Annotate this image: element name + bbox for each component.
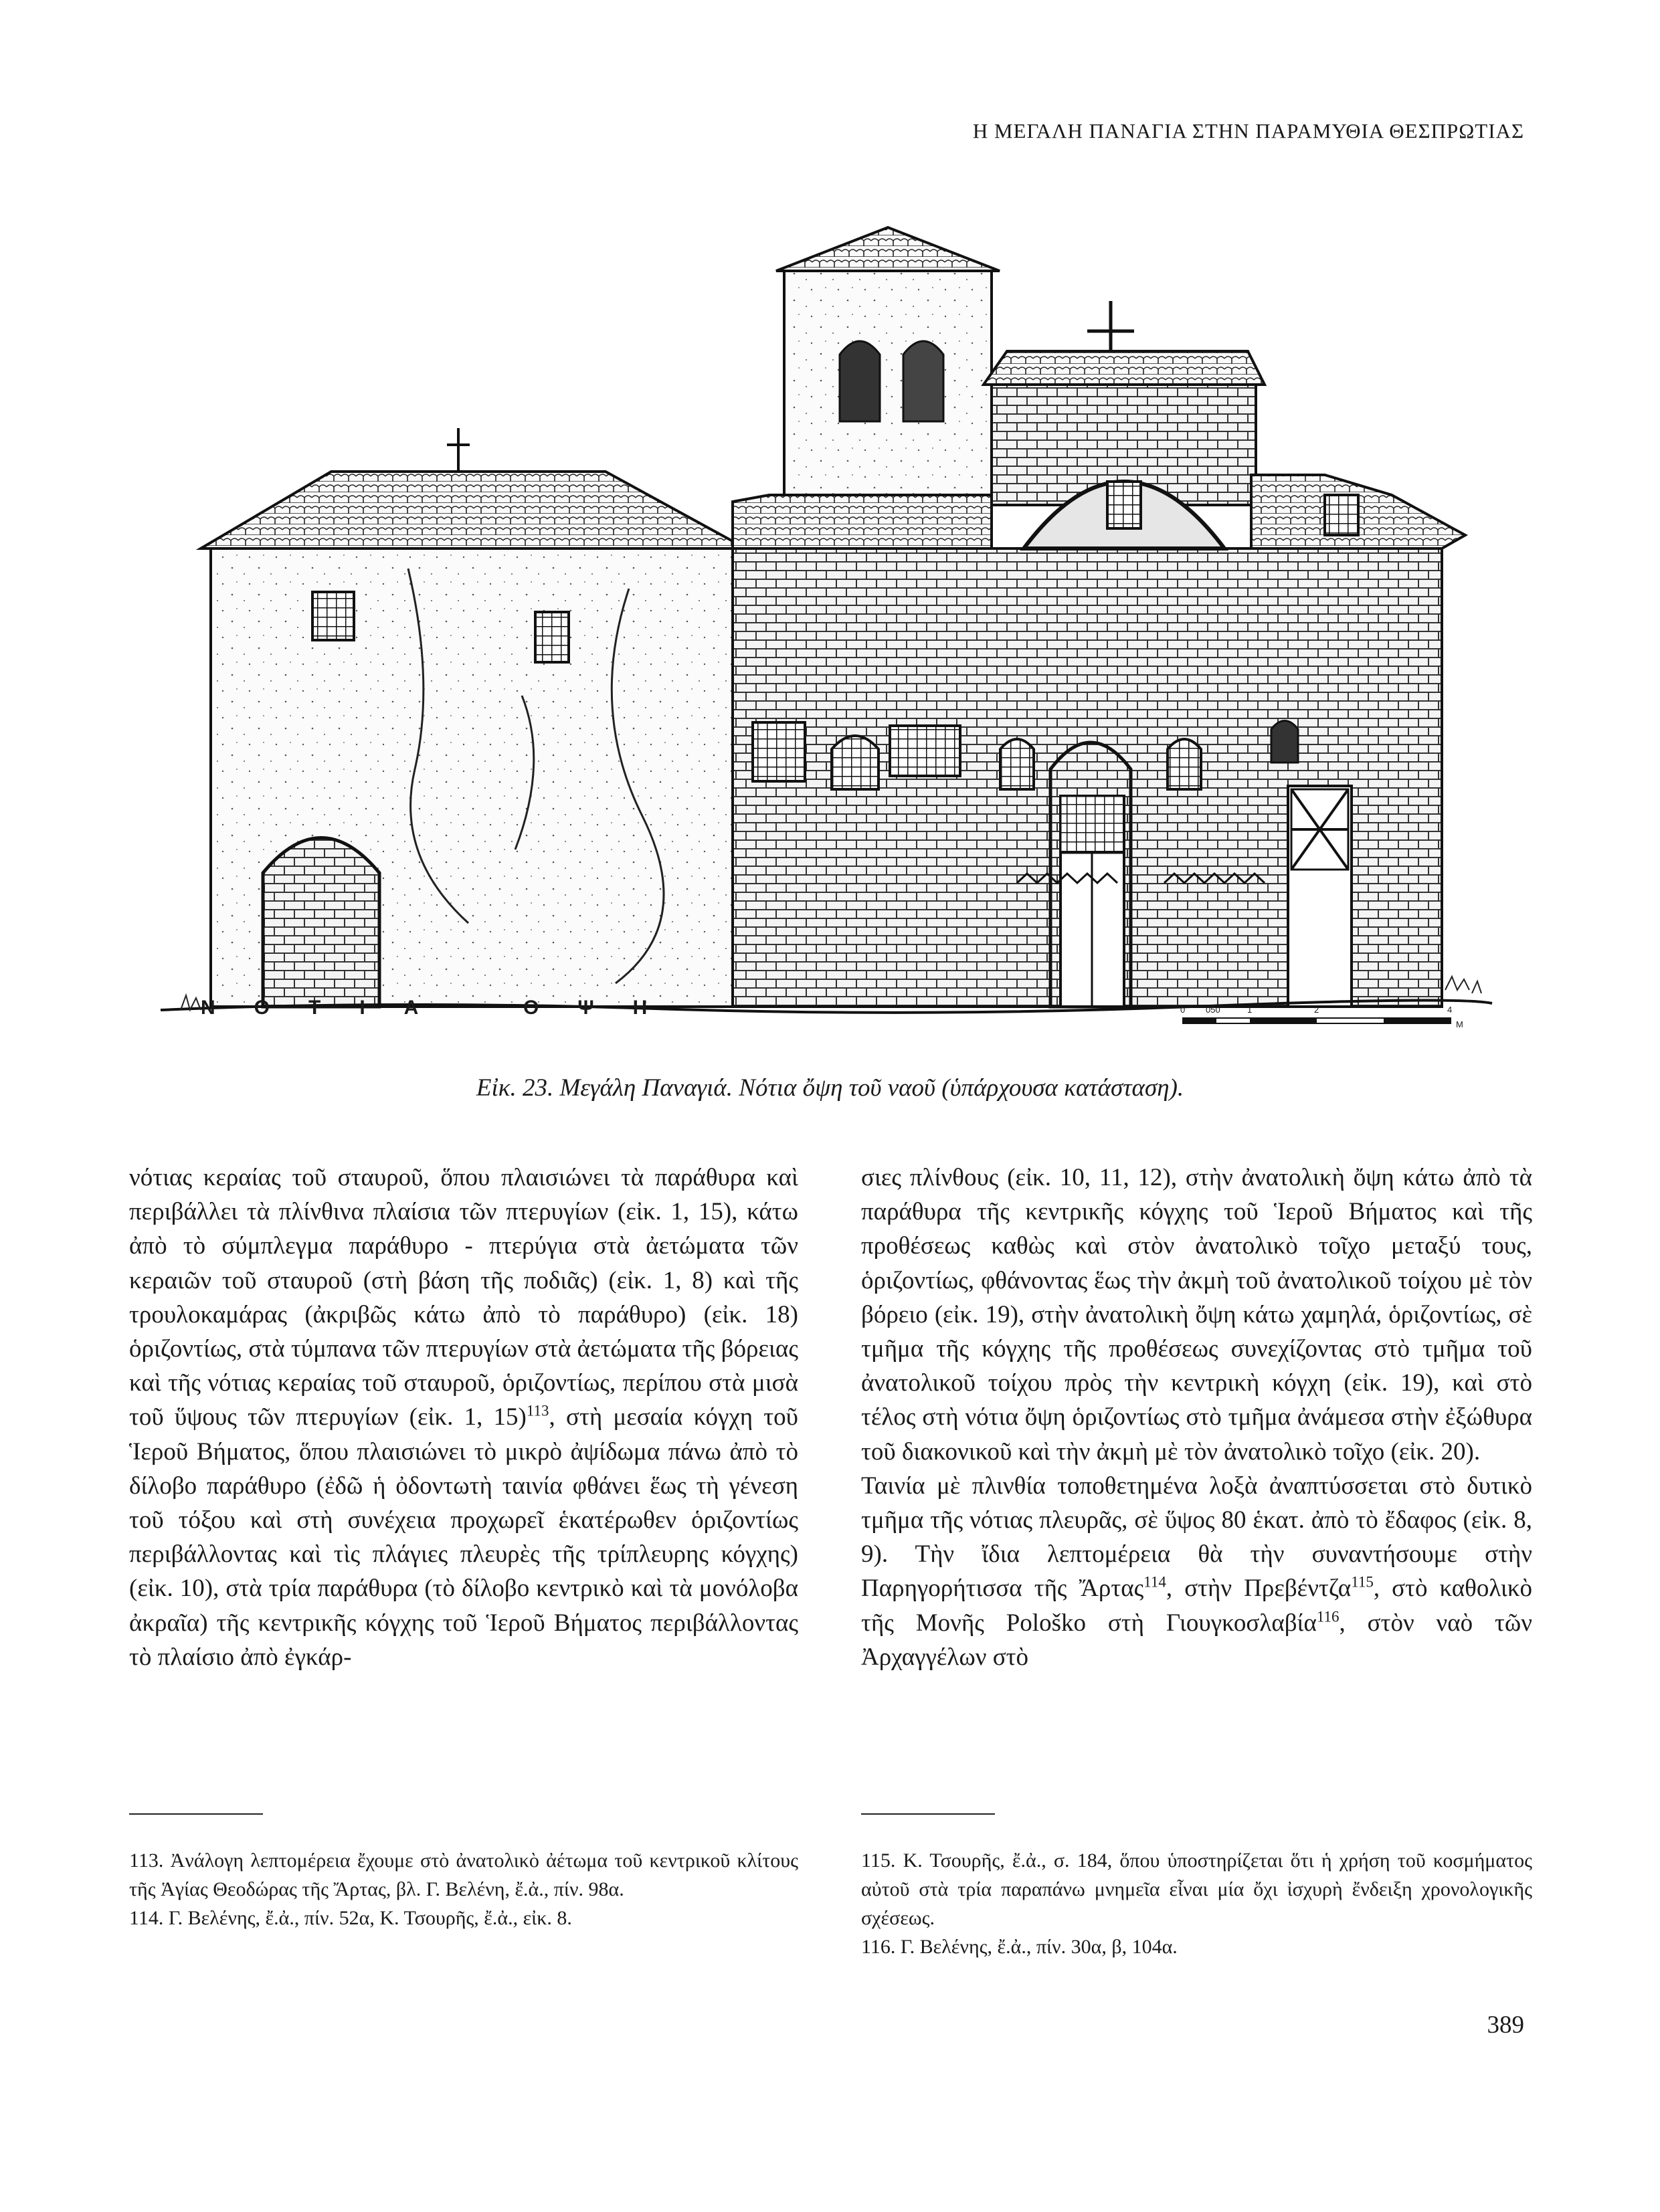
body-text: , στὴ μεσαία κόγχη τοῦ Ἱεροῦ Βήματος, ὅπου πλαισιώνει τὸ μικρὸ ἀψίδωμα πάνω ἀπὸ τὸ δίλοβο παράθυρο (ἐδῶ ἡ ὀδοντωτὴ ταινία φθάνει ἕως τὴ γένεση τοῦ τόξου καὶ στὴ συνέχεια προχωρεῖ ἑκατέρωθεν ὁριζοντίως περιβάλλοντας καὶ τὶς πλάγιες πλευρὲς τῆς τρίπλευρης κόγχης) (εἰκ. 10), στὰ τρία παράθυρα (τὸ δίλοβο κεντρικὸ καὶ τὰ μονόλοβα ἀκραῖα) τῆς κεντρικῆς κόγχης τοῦ Ἱεροῦ Βήματος περιβάλλοντας τὸ πλαίσιο ἀπὸ ἐγκάρ- xyxy=(129,1403,798,1671)
body-text: , στὸν ναὸ τῶν Ἀρχαγγέλων στὸ xyxy=(861,1609,1532,1671)
window-5 xyxy=(1168,739,1201,789)
body-text: , στὴν Πρεβέντζα xyxy=(1166,1575,1352,1603)
scale-tick-2: 2 xyxy=(1314,1005,1319,1015)
scale-tick-0: 0 xyxy=(1180,1005,1186,1015)
west-annex-arch-door xyxy=(263,838,379,1007)
body-paragraph: σιες πλίνθους (εἰκ. 10, 11, 12), στὴν ἀνατολικὴ ὄψη κάτω ἀπὸ τὰ παράθυρα τῆς κεντρικῆς κόγχης τοῦ Ἱεροῦ Βήματος καὶ τῆς προθέσεως καθὼς καὶ στὸν ἀνατολικὸ τοῖχο μεταξύ τους, ὁριζοντίως, φθάνοντας ἕως τὴν ἀκμὴ τοῦ ἀνατολικοῦ τοίχου μὲ τὸν βόρειο (εἰκ. 19), στὴν ἀνατολικὴ ὄψη κάτω χαμηλά, ὁριζοντίως, σὲ τμῆμα τῆς κόγχης τῆς προθέσεως συνεχίζοντας στὸ τμῆμα τοῦ ἀνατολικοῦ τοίχου πρὸς τὴν κεντρικὴ κόγχη (εἰκ. 19), καὶ στὸ τέλος στὴ νότια ὄψη ὁριζοντίως στὸ τμῆμα ἀνάμεσα στὴν ἐξώθυρα τοῦ διακονικοῦ καὶ τὴν ἀκμὴ μὲ τὸν ἀνατολικὸ τοῖχο (εἰκ. 20). xyxy=(861,1164,1532,1466)
footnote-114: 114. Γ. Βελένης, ἔ.ἀ., πίν. 52α, Κ. Τσουρῆς, ἔ.ἀ., εἰκ. 8. xyxy=(129,1907,572,1929)
window-3 xyxy=(890,726,960,776)
east-door xyxy=(1288,786,1352,1007)
running-head: Η ΜΕΓΑΛΗ ΠΑΝΑΓΙΑ ΣΤΗΝ ΠΑΡΑΜΥΘΙΑ ΘΕΣΠΡΩΤΙΑΣ xyxy=(972,119,1524,142)
footnote-ref-115[interactable]: 115 xyxy=(1351,1574,1374,1591)
elevation-label-right: ΟΨΗ xyxy=(523,997,686,1019)
scale-unit: M xyxy=(1456,1019,1463,1029)
bell-opening xyxy=(840,341,880,421)
west-annex-window xyxy=(312,592,354,640)
scale-tick-1: 1 xyxy=(1247,1005,1253,1015)
body-paragraph xyxy=(129,1161,798,1674)
bell-opening-right xyxy=(903,341,943,421)
page-number: 389 xyxy=(1487,2011,1524,2039)
body-paragraph xyxy=(861,1469,1532,1674)
window-4 xyxy=(1000,739,1034,789)
window-6 xyxy=(1271,721,1298,763)
body-text: νότιας κεραίας τοῦ σταυροῦ, ὅπου πλαισιώνει τὰ παράθυρα καὶ περιβάλλει τὰ πλίνθινα πλαίσια τῶν πτερυγίων (εἰκ. 1, 15), κάτω ἀπὸ τὸ σύμπλεγμα παράθυρο - πτερύγια στὰ ἀετώματα τῶν κεραιῶν τοῦ σταυροῦ (στὴ βάση τῆς ποδιᾶς) (εἰκ. 1, 8) καὶ τῆς τρουλοκαμάρας (ἀκριβῶς κάτω ἀπὸ τὸ παράθυρο) (εἰκ. 18) ὁριζοντίως, στὰ τύμπανα τῶν πτερυγίων στὰ ἀετώματα τῆς βόρειας καὶ τῆς νότιας κεραίας τοῦ σταυροῦ, ὁριζοντίως, περίπου στὰ μισὰ τοῦ ὕψους τῶν πτερυγίων (εἰκ. 1, 15) xyxy=(129,1164,798,1431)
body-column-left xyxy=(129,1161,798,1674)
footnote-ref-116[interactable]: 116 xyxy=(1316,1608,1340,1625)
window-2 xyxy=(832,736,879,789)
elevation-label-left: ΝΟΤΙΑ xyxy=(201,997,458,1019)
dome-window xyxy=(1107,482,1141,528)
main-roof xyxy=(733,495,992,548)
footnotes-right xyxy=(861,1846,1532,1961)
footnote-rule-left xyxy=(129,1813,263,1815)
footnote-ref-113[interactable]: 113 xyxy=(526,1403,549,1420)
body-text: , στὸ καθολικὸ τῆς Μονῆς Pološko στὴ Γιουγκοσλαβία xyxy=(861,1575,1532,1637)
east-window xyxy=(1325,495,1358,535)
footnote-116: 116. Γ. Βελένης, ἔ.ἀ., πίν. 30α, β, 104α. xyxy=(861,1936,1178,1958)
body-text: Ταινία μὲ πλινθία τοποθετημένα λοξὰ ἀναπτύσσεται στὸ δυτικὸ τμῆμα τῆς νότιας πλευρᾶς, σὲ ὕψος 80 ἑκατ. ἀπὸ τὸ ἔδαφος (εἰκ. 8, 9). Τὴν ἴδια λεπτομέρεια θὰ τὴν συναντήσουμε στὴν Παρηγορήτισσα τῆς Ἄρτας xyxy=(861,1472,1532,1603)
west-annex-roof xyxy=(201,472,746,548)
bell-tower xyxy=(784,271,992,515)
footnotes-left xyxy=(129,1846,798,1932)
scale-tick-4: 4 xyxy=(1447,1005,1453,1015)
window-1 xyxy=(753,722,805,781)
footnote-rule-right xyxy=(861,1813,995,1815)
west-annex-window-2 xyxy=(535,612,569,662)
scale-tick-050: 050 xyxy=(1206,1005,1220,1015)
scale-bar xyxy=(1180,1003,1468,1030)
body-column-right xyxy=(861,1161,1532,1674)
footnote-113: 113. Ἀνάλογη λεπτομέρεια ἔχουμε στὸ ἀνατολικὸ ἀέτωμα τοῦ κεντρικοῦ κλίτους τῆς Ἁγίας Θεοδώρας τῆς Ἄρτας, βλ. Γ. Βελένη, ἔ.ἀ., πίν. 98α. xyxy=(129,1849,798,1900)
main-door-transom xyxy=(1060,796,1124,853)
footnote-ref-114[interactable]: 114 xyxy=(1143,1574,1166,1591)
south-elevation-drawing xyxy=(120,214,1546,1084)
figure-caption: Εἰκ. 23. Μεγάλη Παναγιά. Νότια ὄψη τοῦ ναοῦ (ὑπάρχουσα κατάσταση). xyxy=(476,1074,1184,1102)
footnote-115: 115. Κ. Τσουρῆς, ἔ.ἀ., σ. 184, ὅπου ὑποστηρίζεται ὅτι ἡ χρήση τοῦ κοσμήματος αὐτοῦ στὰ τρία παραπάνω μνημεῖα εἶναι μία ὄχι ἰσχυρὴ ἔνδειξη χρονολογικῆς σχέσεως. xyxy=(861,1849,1532,1929)
upper-roof xyxy=(984,351,1265,385)
bell-tower-roof xyxy=(776,227,1000,271)
